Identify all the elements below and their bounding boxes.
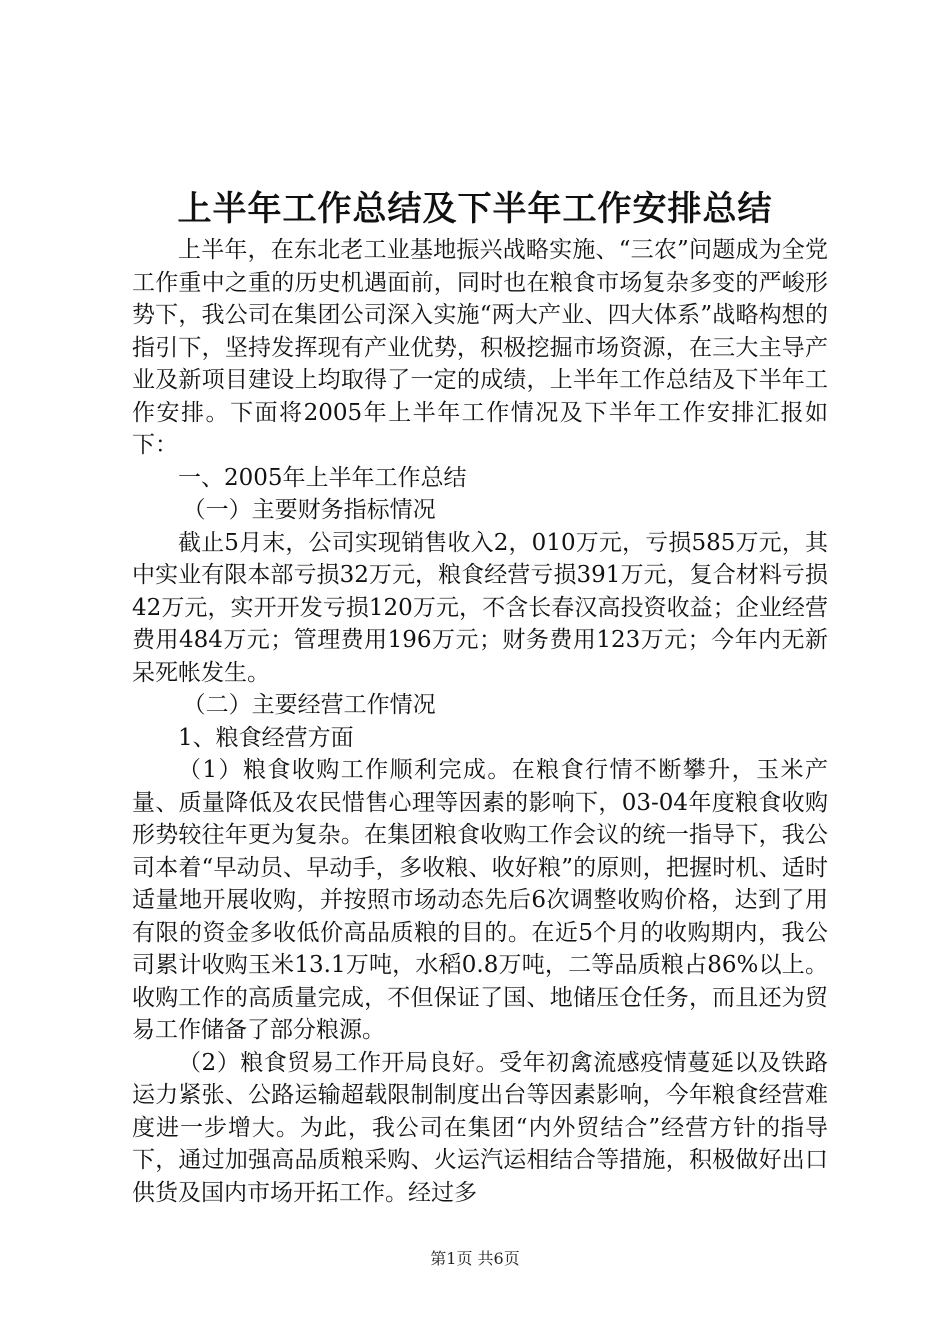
section-heading-1: 一、2005年上半年工作总结 (178, 464, 467, 491)
paragraph-grain-trade: （2）粮食贸易工作开局良好。受年初禽流感疫情蔓延以及铁路运力紧张、公路运输超载限制制度出台等因素影响，今年粮食经营难度进一步增大。为此，我公司在集团“内外贸结合”经营方针的指导下，通过加强高品质粮采购、火运汽运相结合等措施，积极做好出口供货及国内市场开拓工作。经过多 (132, 1049, 828, 1206)
subsection-heading-operations: （二）主要经营工作情况 (182, 692, 436, 718)
document-title: 上半年工作总结及下半年工作安排总结 (177, 189, 773, 229)
document-body (132, 234, 828, 1209)
page-footer: 第1页 共6页 (430, 1249, 520, 1268)
paragraph-intro: 上半年，在东北老工业基地振兴战略实施、“三农”问题成为全党工作重中之重的历史机遇面前，同时也在粮食市场复杂多变的严峻形势下，我公司在集团公司深入实施“两大产业、四大体系”战略构想的指引下，坚持发挥现有产业优势，积极挖掘市场资源，在三大主导产业及新项目建设上均取得了一定的成绩，上半年工作总结及下半年工作安排。下面将2005年上半年工作情况及下半年工作安排汇报如下： (132, 237, 828, 458)
item-heading-grain: 1、粮食经营方面 (178, 724, 354, 751)
subsection-heading-finance: （一）主要财务指标情况 (182, 497, 436, 523)
paragraph-grain-purchase: （1）粮食收购工作顺利完成。在粮食行情不断攀升，玉米产量、质量降低及农民惜售心理等因素的影响下，03-04年度粮食收购形势较往年更为复杂。在集团粮食收购工作会议的统一指导下，我公司本着“早动员、早动手，多收粮、收好粮”的原则，把握时机、适时适量地开展收购，并按照市场动态先后6次调整收购价格，达到了用有限的资金多收低价高品质粮的目的。在近5个月的收购期内，我公司累计收购玉米13.1万吨，水稻0.8万吨，二等品质粮占86%以上。收购工作的高质量完成，不但保证了国、地储压仓任务，而且还为贸易工作储备了部分粮源。 (132, 757, 828, 1043)
paragraph-finance: 截止5月末，公司实现销售收入2，010万元，亏损585万元，其中实业有限本部亏损32万元，粮食经营亏损391万元，复合材料亏损42万元，实开开发亏损120万元，不含长春汉高投资收益；企业经营费用484万元；管理费用196万元；财务费用123万元；今年内无新呆死帐发生。 (132, 529, 828, 686)
